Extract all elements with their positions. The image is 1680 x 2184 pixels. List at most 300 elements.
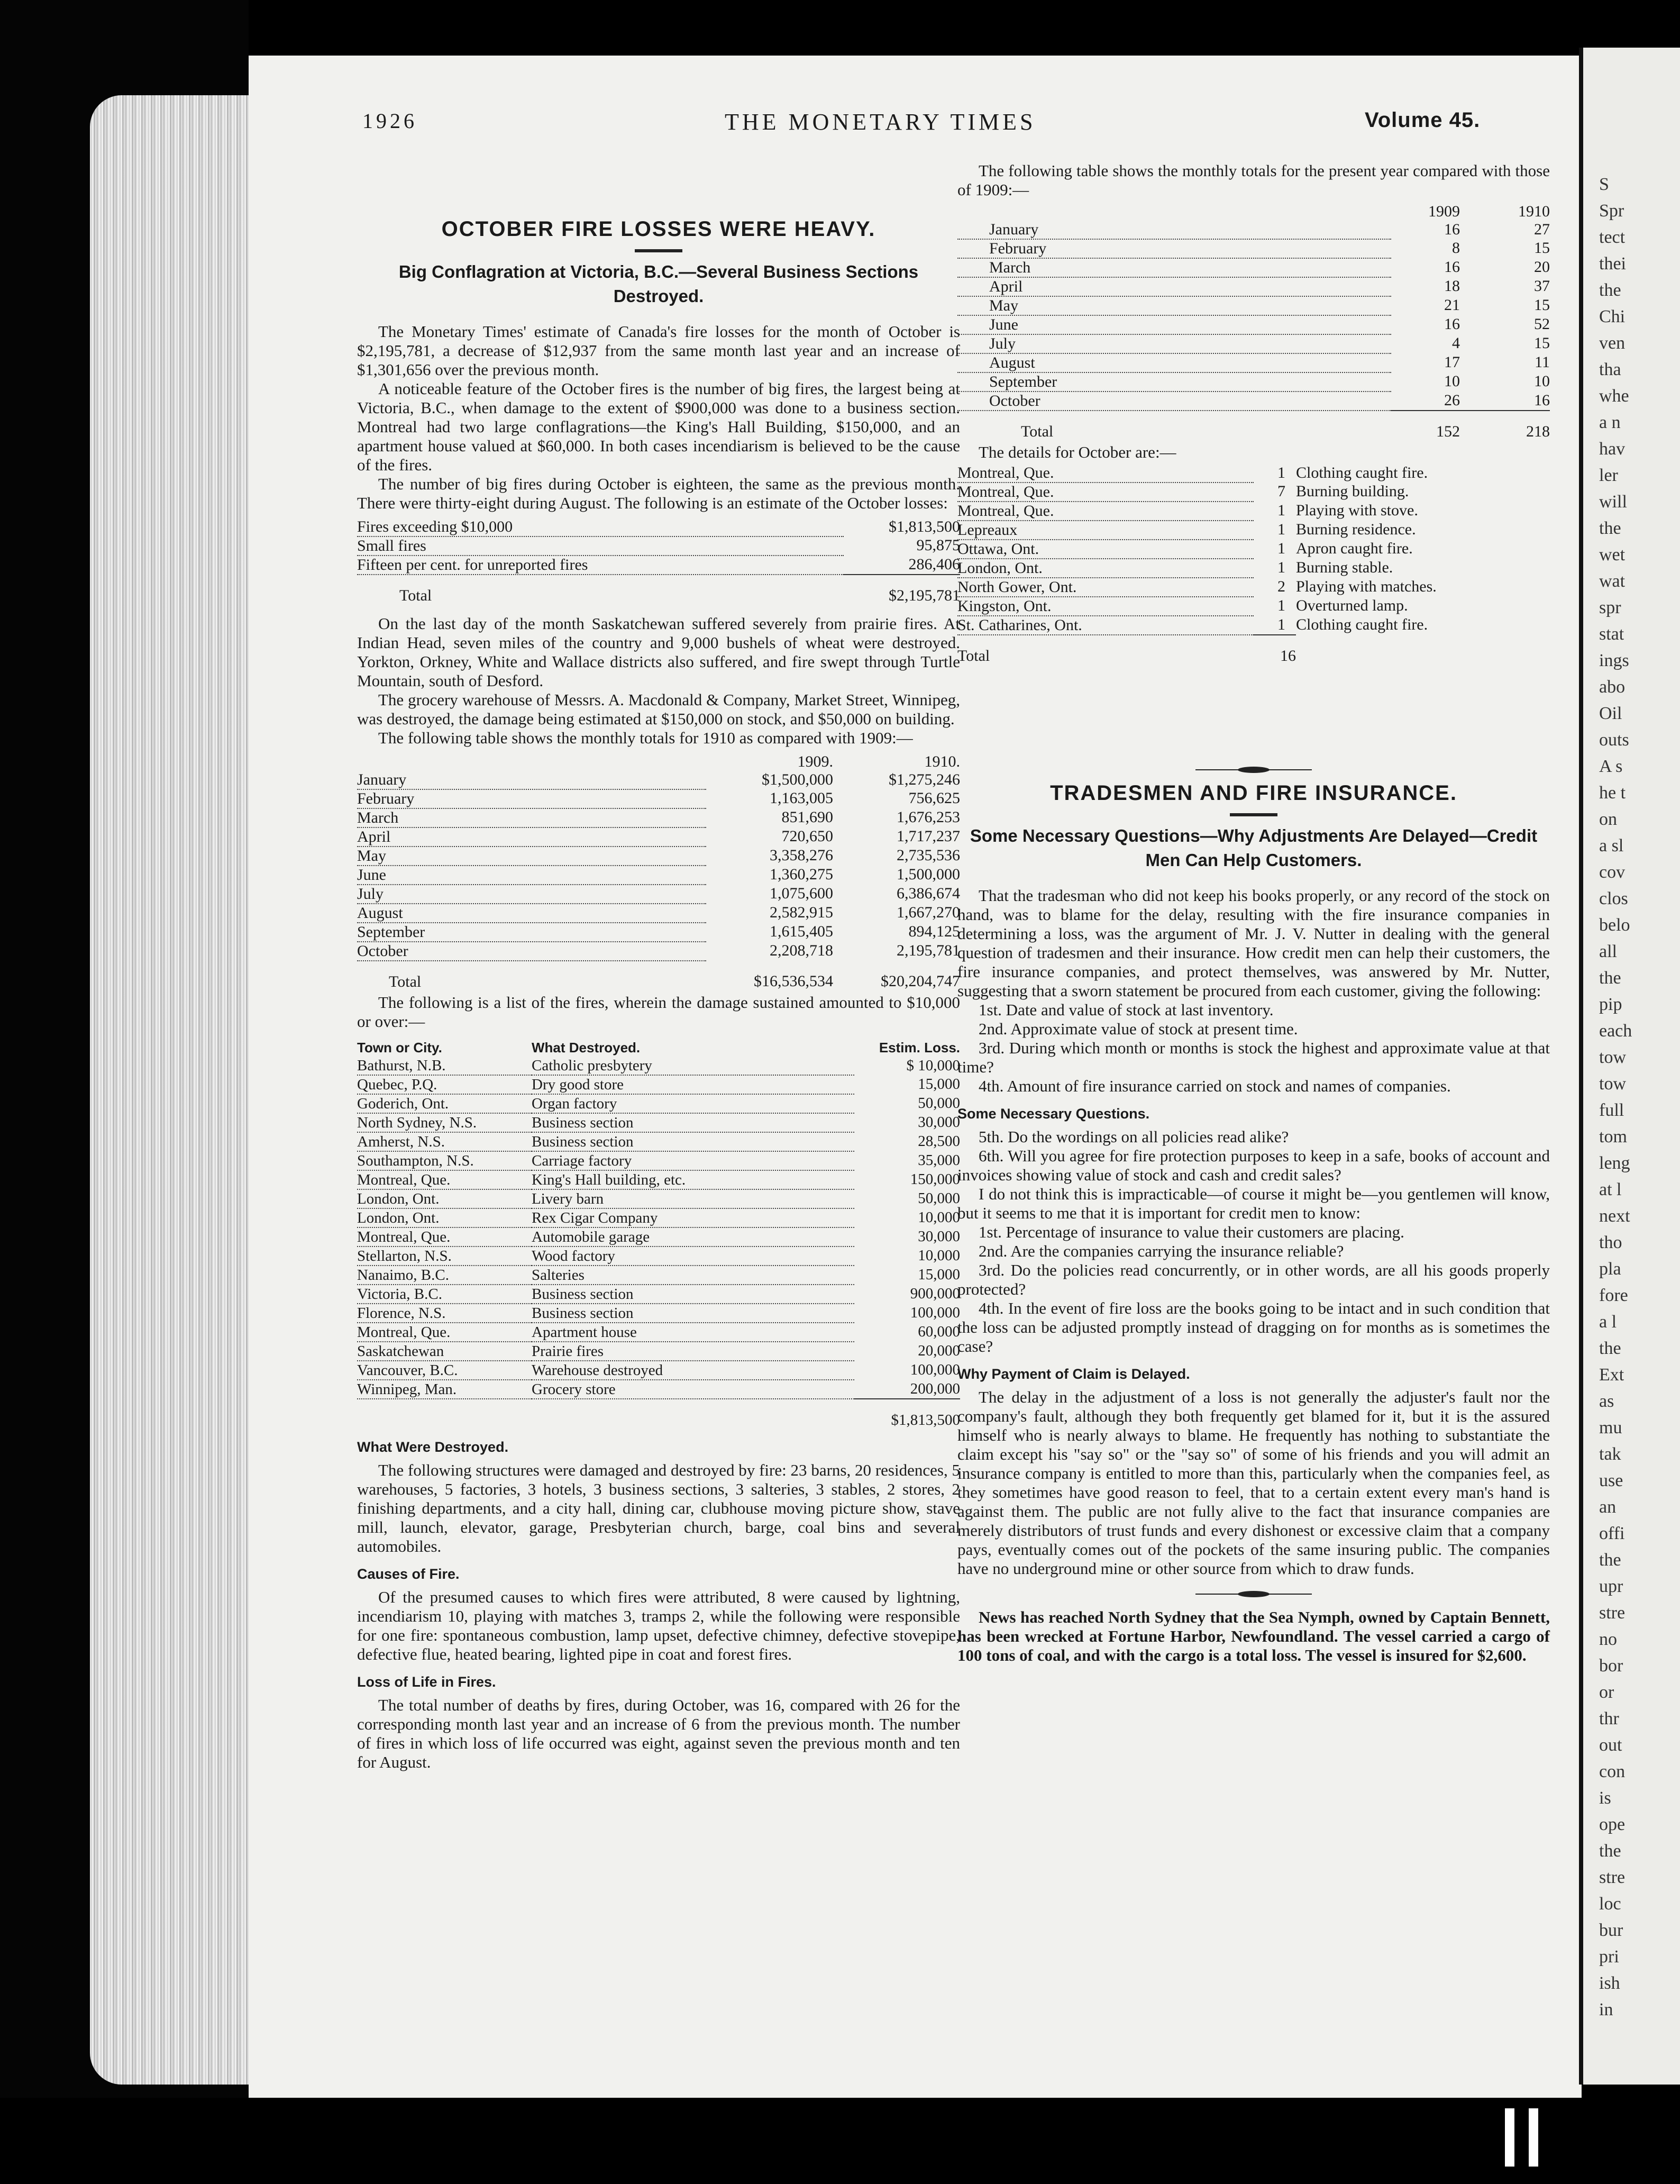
table-header-row [357, 1039, 960, 1057]
table-row [357, 1132, 960, 1151]
title-rule [635, 249, 682, 252]
table-row [357, 1208, 960, 1227]
table-row [357, 847, 960, 866]
paragraph: A noticeable feature of the October fires is the number of big fires, the largest being at Victoria, B.C., when damage to the extent of $900,000 was done to a business section. Montreal had two large conflagrations—the King's Hall Building, $150,000, and an apartment house valued at $60,000. In both cases incendiarism is believed to be the cause of the fires. [357, 379, 960, 474]
table-cell: Ottawa, Ont. [957, 540, 1254, 559]
film-mark [1505, 2108, 1514, 2167]
table-row [957, 635, 1550, 665]
section-heading: What Were Destroyed. [357, 1439, 509, 1455]
table-cell: Small fires [357, 536, 844, 556]
adjacent-page-text-fragment: a n [1599, 413, 1621, 432]
adjacent-page-text-fragment: bur [1599, 1921, 1623, 1940]
table-cell: $16,536,534 [754, 972, 833, 990]
table-cell: 8 [1452, 239, 1460, 257]
article-subtitle: Big Conflagration at Victoria, B.C.—Several Business Sections Destroyed. [398, 262, 919, 306]
paragraph: The number of big fires during October is eighteen, the same as the previous month. There were thirty-eight during August. The following is an estimate of the October losses: [357, 475, 960, 512]
table-row [957, 296, 1550, 315]
table-cell: February [357, 789, 706, 808]
table-row [357, 518, 960, 536]
table-row [357, 866, 960, 885]
table-cell: 21 [1444, 296, 1460, 314]
table-cell: 152 [1391, 411, 1460, 441]
table-cell: Livery barn [532, 1189, 854, 1208]
column-header: 1909. [797, 753, 833, 770]
table-row [357, 1304, 960, 1323]
adjacent-page-text-fragment: wat [1599, 571, 1626, 591]
table-cell: 1,360,275 [770, 866, 833, 883]
table-cell: Burning building. [1296, 483, 1409, 500]
adjacent-page-text-fragment: each [1599, 1021, 1632, 1041]
paragraph: That the tradesman who did not keep his books properly, or any record of the stock on hand, was to blame for the delay, resulting with the fire insurance companies in determining a loss, was the argument of Mr. J. V. Nutter in dealing with the general question of tradesmen and their insurance. How credit men can help their customers, the fire insurance companies, and protect themselves, was answered by Mr. Nutter, suggesting that a sworn statement be procured from each customer, giving the following: [957, 886, 1550, 1000]
paragraph: 1st. Date and value of stock at last inventory. [979, 1000, 1274, 1019]
losses-table [357, 518, 960, 605]
adjacent-page-text-fragment: the [1599, 518, 1621, 538]
table-cell: Burning residence. [1296, 521, 1416, 538]
table-row [957, 258, 1550, 277]
table-cell: 15 [1534, 239, 1550, 257]
table-cell: 1,500,000 [897, 866, 960, 883]
paragraph: I do not think this is impracticable—of course it might be—you gentlemen will know, but it seems to me that it is important for credit men to know: [957, 1185, 1550, 1222]
table-row [357, 808, 960, 827]
table-cell: Winnipeg, Man. [357, 1380, 532, 1399]
table-row [357, 942, 960, 961]
paragraph: 1st. Percentage of insurance to value their customers are placing. [979, 1223, 1404, 1241]
adjacent-page-text-fragment: loc [1599, 1894, 1621, 1914]
table-cell: May [357, 847, 706, 866]
right-column-lower [957, 759, 1550, 1665]
paragraph: 2nd. Approximate value of stock at present time. [979, 1020, 1298, 1038]
adjacent-page-text-fragment: belo [1599, 915, 1630, 935]
adjacent-page-text-fragment: pri [1599, 1947, 1619, 1967]
table-cell: Playing with stove. [1296, 502, 1418, 519]
adjacent-page-text-fragment: abo [1599, 677, 1626, 697]
table-cell: 150,000 [910, 1171, 960, 1188]
paragraph: 2nd. Are the companies carrying the insurance reliable? [979, 1242, 1344, 1260]
table-cell: 100,000 [910, 1361, 960, 1378]
adjacent-page-text-fragment: hav [1599, 439, 1626, 459]
table-cell: Prairie fires [532, 1342, 854, 1361]
adjacent-page-text-fragment: as [1599, 1391, 1614, 1411]
table-row [957, 540, 1550, 559]
table-cell: $1,500,000 [762, 771, 833, 788]
table-cell: 20,000 [918, 1342, 960, 1359]
table-cell: Southampton, N.S. [357, 1151, 532, 1170]
ornamental-rule [1195, 1591, 1312, 1597]
adjacent-page-text-fragment: thei [1599, 254, 1626, 274]
table-cell: 1,676,253 [897, 808, 960, 826]
table-row [357, 1323, 960, 1342]
table-cell: Victoria, B.C. [357, 1285, 532, 1304]
table-cell: 756,625 [908, 789, 960, 807]
paragraph: The Monetary Times' estimate of Canada's fire losses for the month of October is $2,195,781, a decrease of $12,937 from the same month last year and an increase of $1,301,656 over the previous month. [357, 322, 960, 379]
paragraph: 4th. Amount of fire insurance carried on stock and names of companies. [979, 1077, 1451, 1095]
paragraph: 6th. Will you agree for fire protection purposes to keep in a safe, books of account and invoices showing value of stock and cash and credit sales? [957, 1146, 1550, 1184]
article-subtitle: Some Necessary Questions—Why Adjustments Are Delayed—Credit Men Can Help Customers. [970, 826, 1538, 870]
paragraph: On the last day of the month Saskatchewan suffered severely from prairie fires. At Indian Head, seven miles of the country and 9,000 bushels of wheat were destroyed. Yorkton, Orkney, White and Wallace districts also suffered, and fire swept through Turtle Mountain, south of Desford. [357, 614, 960, 690]
table-cell: Apartment house [532, 1323, 854, 1342]
table-cell: 1 [1277, 559, 1285, 576]
adjacent-page-text-fragment: tom [1599, 1127, 1627, 1146]
table-cell: June [357, 866, 706, 885]
table-cell: 35,000 [918, 1152, 960, 1169]
news-paragraph: News has reached North Sydney that the Sea Nymph, owned by Captain Bennett, has been wrecked at Fortune Harbor, Newfoundland. The vessel carried a cargo of 100 tons of coal, and with the cargo is a total loss. The vessel is insured for $2,600. [957, 1608, 1550, 1664]
table-cell: Total [957, 647, 990, 665]
table-row [957, 353, 1550, 372]
table-cell: Fifteen per cent. for unreported fires [357, 556, 844, 575]
adjacent-page-text-fragment: Spr [1599, 201, 1624, 221]
table-row [357, 1057, 960, 1075]
table-row [357, 1266, 960, 1285]
table-row [957, 616, 1550, 635]
table-cell: 30,000 [918, 1114, 960, 1131]
adjacent-page-text-fragment: is [1599, 1788, 1611, 1808]
title-rule [1230, 813, 1277, 816]
table-cell: Montreal, Que. [357, 1170, 532, 1189]
adjacent-page-text-fragment: S [1599, 175, 1609, 194]
table-row [357, 923, 960, 942]
table-cell: May [957, 296, 1391, 315]
paragraph: The following is a list of the fires, wherein the damage sustained amounted to $10,000 or over:— [357, 993, 960, 1031]
table-cell: North Sydney, N.S. [357, 1113, 532, 1132]
table-cell: 16 [1444, 221, 1460, 238]
adjacent-page-text-fragment: in [1599, 2000, 1613, 2019]
table-cell: 27 [1534, 221, 1550, 238]
paragraph: 3rd. During which month or months is stock the highest and approximate value at that time? [957, 1039, 1550, 1076]
adjacent-page-text-fragment: whe [1599, 386, 1629, 406]
article-title: OCTOBER FIRE LOSSES WERE HEAVY. [441, 217, 876, 241]
adjacent-page-text-fragment: tow [1599, 1048, 1626, 1067]
october-details-table [957, 464, 1550, 665]
adjacent-page-text-fragment: spr [1599, 598, 1621, 617]
adjacent-page-text-fragment: mu [1599, 1418, 1622, 1437]
adjacent-page-text-fragment: Ext [1599, 1365, 1624, 1385]
adjacent-page-text-fragment: A s [1599, 757, 1623, 776]
table-row [357, 771, 960, 789]
adjacent-page-text-fragment: use [1599, 1471, 1623, 1490]
table-cell: 4 [1452, 334, 1460, 352]
table-row [957, 502, 1550, 521]
adjacent-page-text-fragment: tow [1599, 1074, 1626, 1094]
table-cell: Wood factory [532, 1246, 854, 1266]
table-cell: 218 [1460, 411, 1550, 441]
table-cell: August [357, 904, 706, 923]
table-row [357, 1170, 960, 1189]
table-cell: Apron caught fire. [1296, 540, 1413, 557]
table-row [357, 556, 960, 575]
volume-label: Volume 45. [1365, 108, 1481, 132]
table-row [357, 536, 960, 556]
table-cell: 1 [1277, 521, 1285, 538]
adjacent-page-text-fragment: stat [1599, 624, 1624, 644]
table-cell: 18 [1444, 277, 1460, 295]
page-number: 1926 [362, 109, 417, 133]
table-row [957, 597, 1550, 616]
table-cell: Grocery store [532, 1380, 854, 1399]
paragraph: 4th. In the event of fire loss are the books going to be intact and in such condition that the loss can be adjusted promptly instead of dragging on for months as is sometimes the case? [957, 1299, 1550, 1355]
table-cell: 200,000 [910, 1380, 960, 1397]
table-cell: June [957, 315, 1391, 334]
adjacent-page-text-fragment: wet [1599, 545, 1626, 565]
table-cell: Total [399, 587, 432, 604]
table-row [957, 411, 1550, 441]
table-cell: January [357, 771, 706, 789]
table-cell: 286,406 [908, 556, 960, 573]
table-cell: 1,075,600 [770, 885, 833, 902]
table-cell: March [957, 258, 1391, 277]
adjacent-page-text-fragment: clos [1599, 889, 1628, 908]
table-cell: Montreal, Que. [357, 1323, 532, 1342]
ornamental-rule [1195, 767, 1312, 773]
table-cell: 1 [1277, 502, 1285, 519]
table-cell: 720,650 [781, 827, 833, 845]
newspaper-page [249, 56, 1582, 2098]
table-cell: Stellarton, N.S. [357, 1246, 532, 1266]
monthly-deaths-table [957, 203, 1550, 441]
table-row [957, 239, 1550, 258]
column-header [957, 203, 1391, 221]
table-cell: 60,000 [918, 1323, 960, 1340]
table-cell: March [357, 808, 706, 827]
adjacent-page-text-fragment: the [1599, 1841, 1621, 1861]
table-cell: 50,000 [918, 1190, 960, 1207]
column-header: 1910. [924, 753, 960, 770]
adjacent-page-text-fragment: pip [1599, 995, 1622, 1014]
table-cell: North Gower, Ont. [957, 578, 1254, 597]
table-cell: 3,358,276 [770, 847, 833, 864]
table-cell: London, Ont. [357, 1189, 532, 1208]
table-cell: Automobile garage [532, 1227, 854, 1246]
table-cell: Business section [532, 1285, 854, 1304]
section-heading: Some Necessary Questions. [957, 1106, 1150, 1122]
table-cell: September [957, 372, 1391, 392]
table-cell: August [957, 353, 1391, 372]
table-cell: Saskatchewan [357, 1342, 532, 1361]
table-cell: $ 10,000 [906, 1057, 960, 1074]
table-cell: 10,000 [918, 1247, 960, 1264]
table-cell: 95,875 [916, 536, 960, 554]
adjacent-page-text-fragment: offi [1599, 1524, 1625, 1543]
paragraph: The delay in the adjustment of a loss is not generally the adjuster's fault nor the company's fault, although they both frequently get blamed for it, but it is the assured himself who is nearly always to blame. He frequently has nothing to substantiate the claim except his "say so" or the "say so" of some of his friends and you will admit an insurance company is entitled to more than this, particularly when the companies feel, as they sometimes have good reason to feel, that to a certain extent every man's hand is against them. The public are not fully alive to the fact that insurance companies are merely distributors of trust funds and every dishonest or excessive claim that a company pays, eventually comes out of the pockets of the same insuring public. The companies have no underground mine or other source from which to draw funds. [957, 1388, 1550, 1578]
table-cell: 894,125 [908, 923, 960, 940]
table-row [957, 372, 1550, 392]
table-cell: Quebec, P.Q. [357, 1075, 532, 1094]
paragraph: The following table shows the monthly totals for 1910 as compared with 1909:— [378, 729, 913, 747]
table-cell: Business section [532, 1113, 854, 1132]
column-header: 1910 [1518, 203, 1550, 220]
table-cell: Lepreaux [957, 521, 1254, 540]
table-row [357, 1227, 960, 1246]
table-cell: Montreal, Que. [957, 502, 1254, 521]
table-cell: 6,386,674 [897, 885, 960, 902]
table-cell: 900,000 [910, 1285, 960, 1302]
table-cell: Catholic presbytery [532, 1057, 854, 1075]
column-header: Town or City. [357, 1040, 442, 1055]
table-row [357, 885, 960, 904]
adjacent-page-text-fragment: on [1599, 809, 1617, 829]
table-cell: 15 [1534, 296, 1550, 314]
adjacent-page-text-fragment: the [1599, 280, 1621, 300]
adjacent-page-text-fragment: Chi [1599, 307, 1626, 326]
table-cell: 1 [1277, 597, 1285, 614]
article-title: TRADESMEN AND FIRE INSURANCE. [1050, 781, 1457, 805]
table-row [357, 1246, 960, 1266]
table-row [357, 1399, 960, 1429]
section-heading: Causes of Fire. [357, 1566, 460, 1582]
table-cell: King's Hall building, etc. [532, 1170, 854, 1189]
adjacent-page-text-fragment: the [1599, 1550, 1621, 1570]
table-row [957, 221, 1550, 239]
table-cell: 2,582,915 [770, 904, 833, 921]
table-cell: 1 [1277, 464, 1285, 481]
table-cell: February [957, 239, 1391, 258]
table-cell: Warehouse destroyed [532, 1361, 854, 1380]
table-cell: 1 [1277, 540, 1285, 557]
table-cell: April [357, 827, 706, 847]
adjacent-page-text-fragment: upr [1599, 1577, 1623, 1596]
table-cell: 11 [1535, 353, 1550, 371]
table-cell: London, Ont. [957, 559, 1254, 578]
table-cell: St. Catharines, Ont. [957, 616, 1254, 635]
adjacent-page-text-fragment: fore [1599, 1286, 1628, 1305]
paragraph: 5th. Do the wordings on all policies read alike? [979, 1127, 1289, 1146]
adjacent-page-text-fragment: cov [1599, 862, 1626, 882]
table-cell: Bathurst, N.B. [357, 1057, 532, 1075]
table-cell: 2,735,536 [897, 847, 960, 864]
adjacent-page-text-fragment: a l [1599, 1312, 1617, 1332]
table-cell: 1,717,237 [897, 827, 960, 845]
table-cell: Clothing caught fire. [1296, 616, 1428, 633]
left-column [357, 161, 960, 1772]
adjacent-page-text-fragment: ings [1599, 651, 1629, 670]
adjacent-page-text-fragment: bor [1599, 1656, 1623, 1676]
right-column-top [957, 161, 1550, 667]
monthly-losses-table [357, 753, 960, 991]
table-cell: Playing with matches. [1296, 578, 1437, 595]
table-cell: 15 [1534, 334, 1550, 352]
table-cell: 2 [1277, 578, 1285, 595]
paragraph: 3rd. Do the policies read concurrently, or in other words, are all his goods properly protected? [957, 1261, 1550, 1298]
adjacent-page-text-fragment: leng [1599, 1153, 1630, 1173]
table-cell: 10,000 [918, 1209, 960, 1226]
table-cell: $1,813,500 [889, 518, 960, 535]
table-cell: 2,195,781 [897, 942, 960, 959]
paragraph: Of the presumed causes to which fires were attributed, 8 were caused by lightning, incendiarism 10, playing with matches 3, tramps 2, while the following were responsible for one fire: spontaneous combustion, lamp upset, defective chimney, defective stovepipe, defective flue, heated bearing, lighted pipe in coat and forest fires. [357, 1588, 960, 1663]
table-cell: 15,000 [918, 1076, 960, 1093]
table-cell: 20 [1534, 258, 1550, 276]
masthead-title: THE MONETARY TIMES [725, 109, 1036, 135]
table-cell: $1,275,246 [889, 771, 960, 788]
adjacent-page-text-fragment: stre [1599, 1603, 1626, 1623]
adjacent-page-text-fragment: ish [1599, 1973, 1620, 1993]
table-cell: Rex Cigar Company [532, 1208, 854, 1227]
table-cell: 28,500 [918, 1133, 960, 1150]
table-cell: 10 [1534, 372, 1550, 390]
table-row [357, 1113, 960, 1132]
table-cell: London, Ont. [357, 1208, 532, 1227]
table-cell: 30,000 [918, 1228, 960, 1245]
table-row [957, 392, 1550, 411]
adjacent-page-text-fragment: or [1599, 1682, 1614, 1702]
table-cell: 15,000 [918, 1266, 960, 1283]
adjacent-page-text-fragment: pla [1599, 1259, 1621, 1279]
column-header: 1909 [1428, 203, 1460, 220]
adjacent-page-text-fragment: tho [1599, 1233, 1622, 1252]
table-cell: 17 [1444, 353, 1460, 371]
table-cell: Organ factory [532, 1094, 854, 1113]
table-cell: April [957, 277, 1391, 296]
table-cell: Amherst, N.S. [357, 1132, 532, 1151]
table-row [357, 1075, 960, 1094]
section-heading: Why Payment of Claim is Delayed. [957, 1366, 1190, 1382]
table-row [357, 904, 960, 923]
table-cell: 100,000 [910, 1304, 960, 1321]
table-cell: January [957, 221, 1391, 239]
adjacent-page-text-fragment: full [1599, 1100, 1624, 1120]
paragraph: The following table shows the monthly totals for the present year compared with those of 1909:— [957, 161, 1550, 199]
adjacent-page-text-fragment: tha [1599, 360, 1621, 379]
table-cell: Florence, N.S. [357, 1304, 532, 1323]
table-cell: September [357, 923, 706, 942]
paragraph: The details for October are:— [979, 443, 1176, 461]
adjacent-page-text-fragment: the [1599, 968, 1621, 988]
table-header-row [957, 203, 1550, 221]
table-cell: 10 [1444, 372, 1460, 390]
table-row [357, 1342, 960, 1361]
adjacent-page-text-fragment: outs [1599, 730, 1629, 750]
paragraph: The following structures were damaged and destroyed by fire: 23 barns, 20 residences, 5 warehouses, 5 factories, 3 hotels, 3 business sections, 3 salteries, 3 stables, 2 stores, 2 finishing departments, and a city hall, dining car, clubhouse moving picture show, stave mill, launch, elevator, garage, Presbyterian church, barge, coal bins and several automobiles. [357, 1461, 960, 1555]
table-cell: October [357, 942, 706, 961]
table-row [357, 1361, 960, 1380]
table-cell: Goderich, Ont. [357, 1094, 532, 1113]
adjacent-page-text-fragment: no [1599, 1630, 1617, 1649]
adjacent-page-text-fragment: ven [1599, 333, 1626, 353]
table-row [957, 483, 1550, 502]
table-row [957, 521, 1550, 540]
table-row [357, 1189, 960, 1208]
table-cell: Fires exceeding $10,000 [357, 518, 844, 536]
table-cell: Business section [532, 1304, 854, 1323]
film-mark [1529, 2108, 1538, 2167]
paragraph: The grocery warehouse of Messrs. A. Macdonald & Company, Market Street, Winnipeg, was destroyed, the damage being estimated at $150,000 on stock, and $50,000 on building. [357, 690, 960, 728]
section-heading: Loss of Life in Fires. [357, 1674, 496, 1690]
adjacent-page-text-fragment: thr [1599, 1709, 1619, 1728]
paragraph: The total number of deaths by fires, during October, was 16, compared with 26 for the corresponding month last year and an increase of 6 from the previous month. The number of fires in which loss of life occurred was eight, against seven the previous month and ten for August. [357, 1696, 960, 1771]
table-cell: Clothing caught fire. [1296, 464, 1428, 481]
table-row [957, 578, 1550, 597]
table-cell: July [957, 334, 1391, 353]
table-cell: Kingston, Ont. [957, 597, 1254, 616]
table-cell: 26 [1444, 392, 1460, 409]
table-cell: 1 [1277, 616, 1285, 633]
table-cell: Total [389, 973, 422, 990]
table-cell: Business section [532, 1132, 854, 1151]
table-row [957, 559, 1550, 578]
table-cell: Montreal, Que. [957, 483, 1254, 502]
table-cell: $1,813,500 [854, 1399, 960, 1429]
table-cell: $20,204,747 [881, 972, 960, 990]
adjacent-page-text-fragment: out [1599, 1735, 1622, 1755]
table-row [957, 315, 1550, 334]
adjacent-page-text-fragment: the [1599, 1339, 1621, 1358]
table-cell: 50,000 [918, 1095, 960, 1112]
table-row [957, 464, 1550, 483]
adjacent-page-text-fragment: a sl [1599, 836, 1624, 856]
table-cell: 16 [1444, 258, 1460, 276]
column-header: Estim. Loss. [879, 1040, 960, 1055]
table-cell: 1,163,005 [770, 789, 833, 807]
adjacent-page-text-fragment: an [1599, 1497, 1617, 1517]
table-cell: 16 [1444, 315, 1460, 333]
